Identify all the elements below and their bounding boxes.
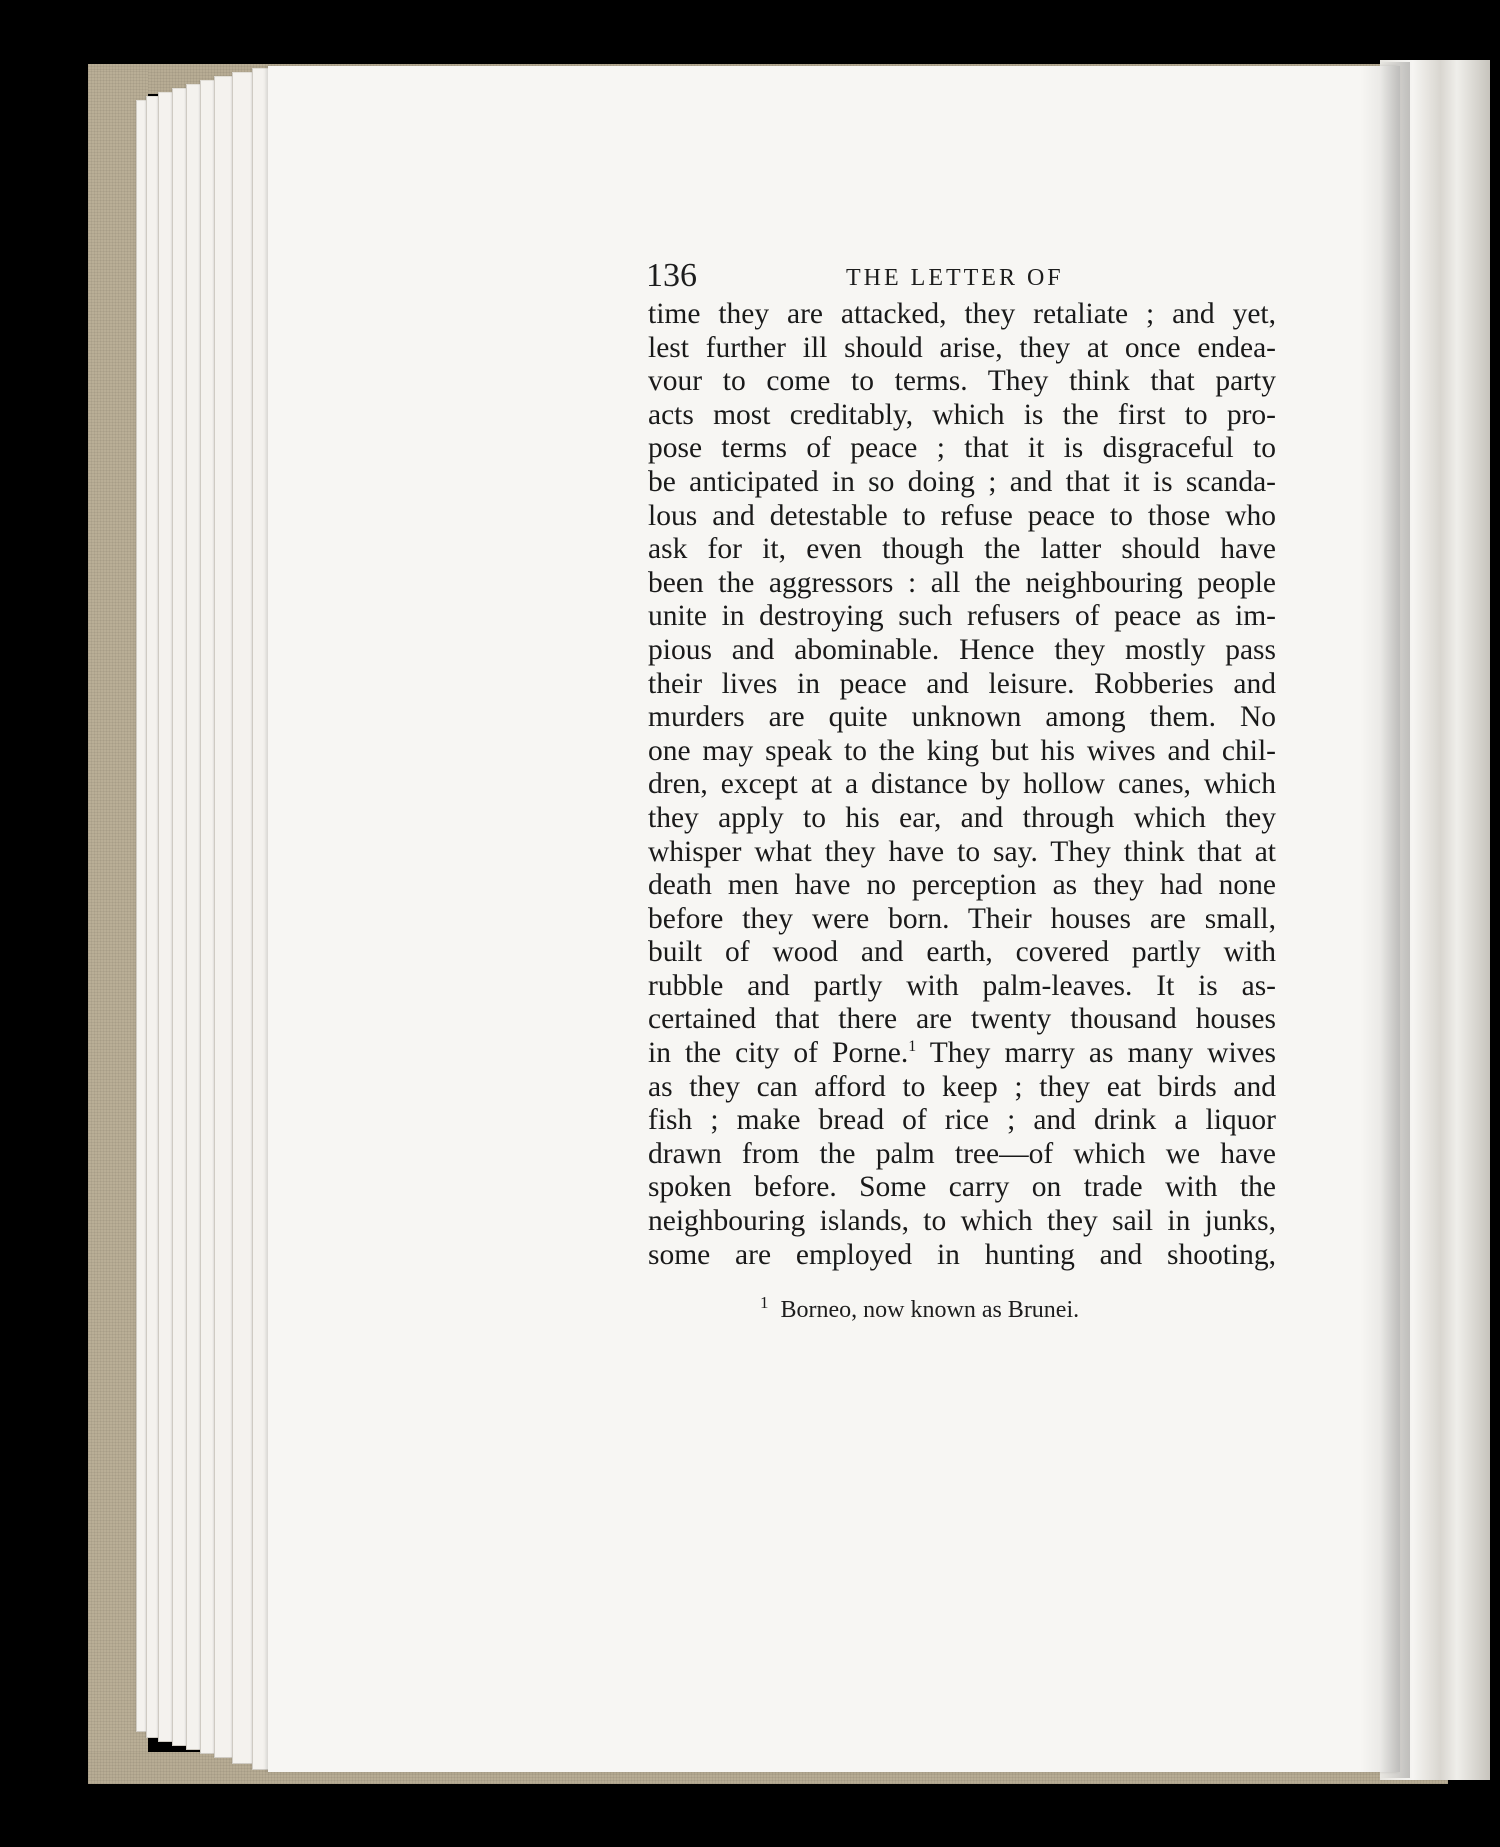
text-line: they apply to his ear, and through which they (648, 801, 1276, 834)
text-line: some are employed in hunting and shooting, (648, 1238, 1276, 1271)
text-line-with-footnote-ref (648, 1037, 1276, 1071)
text-line: built of wood and earth, covered partly with (648, 936, 1276, 969)
text-line: whisper what they have to say. They think that at (648, 835, 1276, 868)
footnote-text: Borneo, now known as Brunei. (780, 1297, 1080, 1323)
text-line: spoken before. Some carry on trade with the (648, 1171, 1276, 1204)
text-line: certained that there are twenty thousand houses (648, 1003, 1276, 1036)
text-line: unite in destroying such refusers of peace as im- (648, 600, 1276, 633)
text-line: be anticipated in so doing ; and that it is scanda- (648, 465, 1276, 498)
text-line: been the aggressors : all the neighbouring people (648, 566, 1276, 599)
body-text (648, 298, 1276, 1272)
gutter-shadow (1380, 62, 1410, 1778)
page-number: 136 (646, 257, 697, 294)
text-line: fish ; make bread of rice ; and drink a liquor (648, 1104, 1276, 1137)
text-line: acts most creditably, which is the first to pro- (648, 398, 1276, 431)
text-line: rubble and partly with palm-leaves. It is as- (648, 969, 1276, 1002)
text-line: one may speak to the king but his wives and chil- (648, 734, 1276, 767)
text-line: death men have no perception as they had none (648, 869, 1276, 902)
text-line: lous and detestable to refuse peace to those who (648, 499, 1276, 532)
text-line: as they can afford to keep ; they eat birds and (648, 1070, 1276, 1103)
text-line: vour to come to terms. They think that party (648, 365, 1276, 398)
text-line: lest further ill should arise, they at once endea- (648, 331, 1276, 364)
text-line: murders are quite unknown among them. No (648, 701, 1276, 734)
text-line: time they are attacked, they retaliate ; and yet, (648, 298, 1276, 330)
running-head: THE LETTER OF (846, 265, 1064, 291)
text-fragment: in the city of Porne. (648, 1037, 909, 1070)
text-line: dren, except at a distance by hollow canes, which (648, 768, 1276, 801)
text-line: ask for it, even though the latter should have (648, 533, 1276, 566)
page-header (646, 256, 1276, 296)
text-line: pose terms of peace ; that it is disgraceful to (648, 432, 1276, 465)
text-fragment: They marry as many wives (929, 1037, 1276, 1070)
text-line: their lives in peace and leisure. Robberies and (648, 667, 1276, 700)
text-line: pious and abominable. Hence they mostly pass (648, 633, 1276, 666)
footnote (760, 1295, 1280, 1325)
text-line: neighbouring islands, to which they sail in junks, (648, 1205, 1276, 1238)
text-line: drawn from the palm tree—of which we have (648, 1137, 1276, 1170)
footnote-reference: 1 (908, 1038, 917, 1056)
footnote-marker: 1 (760, 1293, 769, 1312)
text-line: before they were born. Their houses are small, (648, 902, 1276, 935)
